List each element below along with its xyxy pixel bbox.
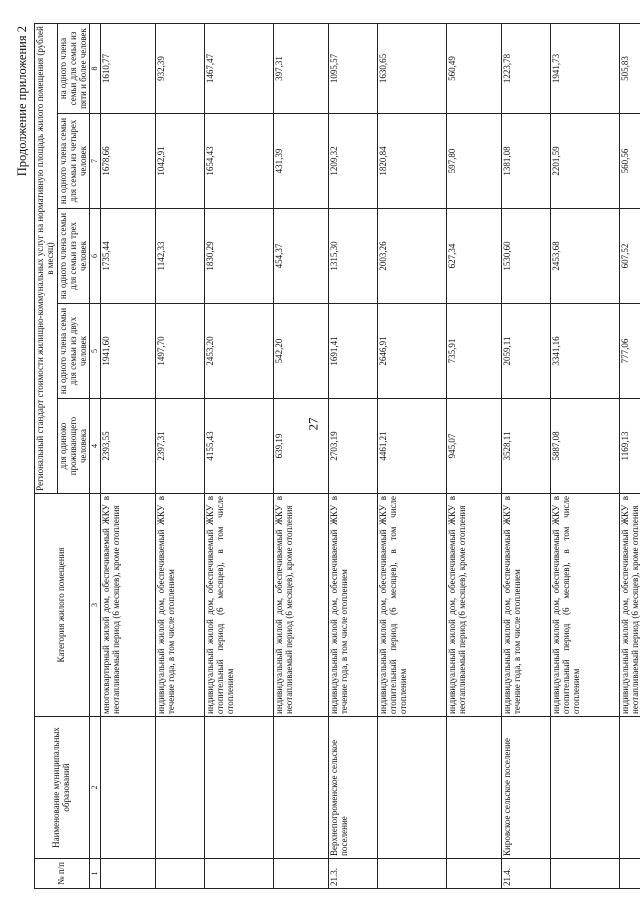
- table-row: [329, 23, 378, 888]
- row-number: 21.3.: [329, 859, 378, 889]
- value-family-five: 1467,47: [205, 23, 274, 113]
- housing-category: многоквартирный жилой дом, обеспечиваемый ЖКУ в неотапливаемый период (6 месяцев), кроме отопления: [101, 494, 156, 717]
- municipality-name: Верхнепогроменское сельское поселение: [329, 717, 378, 859]
- housing-category: индивидуальный жилой дом, обеспечиваемый ЖКУ в течение года, в том числе отоплением: [502, 494, 551, 717]
- value-family-five: 1610,77: [101, 23, 156, 113]
- value-family-two: 777,06: [620, 304, 640, 399]
- header-per-one: для одиноко проживающего человека: [57, 399, 90, 494]
- value-family-five: 1630,65: [378, 23, 447, 113]
- row-number: [101, 859, 156, 889]
- value-family-three: 2453,68: [551, 209, 620, 304]
- continuation-title: Продолжение приложения 2: [15, 26, 29, 177]
- header-per-five: на одного члена семьи для семьи из пяти и более человек: [57, 23, 90, 113]
- column-number: 6: [90, 209, 101, 304]
- column-number: 7: [90, 114, 101, 209]
- table-row: [502, 23, 551, 888]
- value-single: 2703,19: [329, 399, 378, 494]
- value-family-three: 627,34: [447, 209, 502, 304]
- value-family-three: 607,52: [620, 209, 640, 304]
- header-municipality: Наименование муниципальных образований: [35, 717, 90, 859]
- header-category: Категория жилого помещения: [35, 494, 90, 717]
- row-number: [156, 859, 205, 889]
- housing-category: индивидуальный жилой дом, обеспечиваемый ЖКУ в течение года, в том числе отоплением: [329, 494, 378, 717]
- table-row: [156, 23, 205, 888]
- value-family-three: 2003,26: [378, 209, 447, 304]
- housing-standard-table: [34, 23, 640, 889]
- row-number: [205, 859, 274, 889]
- value-family-three: 1530,60: [502, 209, 551, 304]
- value-single: 639,19: [274, 399, 329, 494]
- value-family-two: 2059,11: [502, 304, 551, 399]
- value-single: 1169,13: [620, 399, 640, 494]
- value-family-four: 1381,08: [502, 114, 551, 209]
- municipality-name: [378, 717, 447, 859]
- value-single: 5887,08: [551, 399, 620, 494]
- value-single: 945,07: [447, 399, 502, 494]
- value-family-three: 1315,30: [329, 209, 378, 304]
- column-number-row: [90, 23, 101, 888]
- value-family-two: 735,91: [447, 304, 502, 399]
- rotated-document-sheet: [15, 24, 640, 889]
- column-number: 5: [90, 304, 101, 399]
- value-single: 3528,11: [502, 399, 551, 494]
- value-family-five: 1223,78: [502, 23, 551, 113]
- municipality-name: [620, 717, 640, 859]
- value-family-four: 597,80: [447, 114, 502, 209]
- value-family-two: 542,20: [274, 304, 329, 399]
- value-family-two: 3341,16: [551, 304, 620, 399]
- column-number: 3: [90, 494, 101, 717]
- value-family-four: 560,56: [620, 114, 640, 209]
- municipality-name: [156, 717, 205, 859]
- value-family-four: 1678,66: [101, 114, 156, 209]
- municipality-name: [101, 717, 156, 859]
- table-row: [447, 23, 502, 888]
- header-per-four: на одного члена семьи для семьи из четырех человек: [57, 114, 90, 209]
- table-row: [378, 23, 447, 888]
- value-single: 2397,31: [156, 399, 205, 494]
- column-number: 8: [90, 23, 101, 113]
- municipality-name: [551, 717, 620, 859]
- table-row: [274, 23, 329, 888]
- municipality-name: Кировское сельское поселение: [502, 717, 551, 859]
- column-number: 2: [90, 717, 101, 859]
- column-number: 4: [90, 399, 101, 494]
- municipality-name: [205, 717, 274, 859]
- page-number: 27: [305, 417, 321, 431]
- housing-category: индивидуальный жилой дом, обеспечиваемый ЖКУ в отопительный период (6 месяцев), в том числе отоплением: [378, 494, 447, 717]
- housing-category: индивидуальный жилой дом, обеспечиваемый ЖКУ в отопительный период (6 месяцев), в том числе отоплением: [551, 494, 620, 717]
- value-family-four: 1654,43: [205, 114, 274, 209]
- row-number: 21.4.: [502, 859, 551, 889]
- value-family-four: 2201,59: [551, 114, 620, 209]
- value-single: 4155,43: [205, 399, 274, 494]
- housing-category: индивидуальный жилой дом, обеспечиваемый ЖКУ в неотапливаемый период (6 месяцев), кроме отопления: [620, 494, 640, 717]
- table-row: [551, 23, 620, 888]
- value-family-five: 932,39: [156, 23, 205, 113]
- row-number: [378, 859, 447, 889]
- value-family-five: 1095,57: [329, 23, 378, 113]
- municipality-name: [447, 717, 502, 859]
- value-family-five: 505,83: [620, 23, 640, 113]
- value-single: 4461,21: [378, 399, 447, 494]
- value-family-two: 1691,41: [329, 304, 378, 399]
- header-per-two: на одного члена семьи для семьи из двух человек: [57, 304, 90, 399]
- housing-category: индивидуальный жилой дом, обеспечиваемый ЖКУ в неотапливаемый период (6 месяцев), кроме отопления: [274, 494, 329, 717]
- table-row: [101, 23, 156, 888]
- value-family-two: 1941,60: [101, 304, 156, 399]
- value-family-four: 1209,32: [329, 114, 378, 209]
- value-family-four: 431,39: [274, 114, 329, 209]
- header-per-three: на одного члена семьи для семьи из трех человек: [57, 209, 90, 304]
- table-row: [205, 23, 274, 888]
- municipality-name: [274, 717, 329, 859]
- row-number: [447, 859, 502, 889]
- header-no: № п/п: [35, 859, 90, 889]
- value-family-three: 454,37: [274, 209, 329, 304]
- row-number: [274, 859, 329, 889]
- header-standard-group: Региональный стандарт стоимости жилищно-коммунальных услуг на нормативную площадь жилого помещения (рублей в месяц): [35, 23, 58, 493]
- value-family-three: 1142,33: [156, 209, 205, 304]
- value-family-five: 560,49: [447, 23, 502, 113]
- value-family-three: 1830,29: [205, 209, 274, 304]
- value-family-two: 1497,70: [156, 304, 205, 399]
- value-family-five: 1941,73: [551, 23, 620, 113]
- value-family-three: 1735,44: [101, 209, 156, 304]
- value-family-five: 397,31: [274, 23, 329, 113]
- housing-category: индивидуальный жилой дом, обеспечиваемый ЖКУ в неотапливаемый период (6 месяцев), кроме отопления: [447, 494, 502, 717]
- value-family-two: 2453,20: [205, 304, 274, 399]
- value-family-two: 2646,91: [378, 304, 447, 399]
- value-family-four: 1042,91: [156, 114, 205, 209]
- value-family-four: 1820,84: [378, 114, 447, 209]
- housing-category: индивидуальный жилой дом, обеспечиваемый ЖКУ в отопительный период (6 месяцев), в том числе отоплением: [205, 494, 274, 717]
- column-number: 1: [90, 859, 101, 889]
- table-row: [620, 23, 640, 888]
- value-single: 2393,55: [101, 399, 156, 494]
- row-number: [551, 859, 620, 889]
- housing-category: индивидуальный жилой дом, обеспечиваемый ЖКУ в течение года, в том числе отоплением: [156, 494, 205, 717]
- row-number: [620, 859, 640, 889]
